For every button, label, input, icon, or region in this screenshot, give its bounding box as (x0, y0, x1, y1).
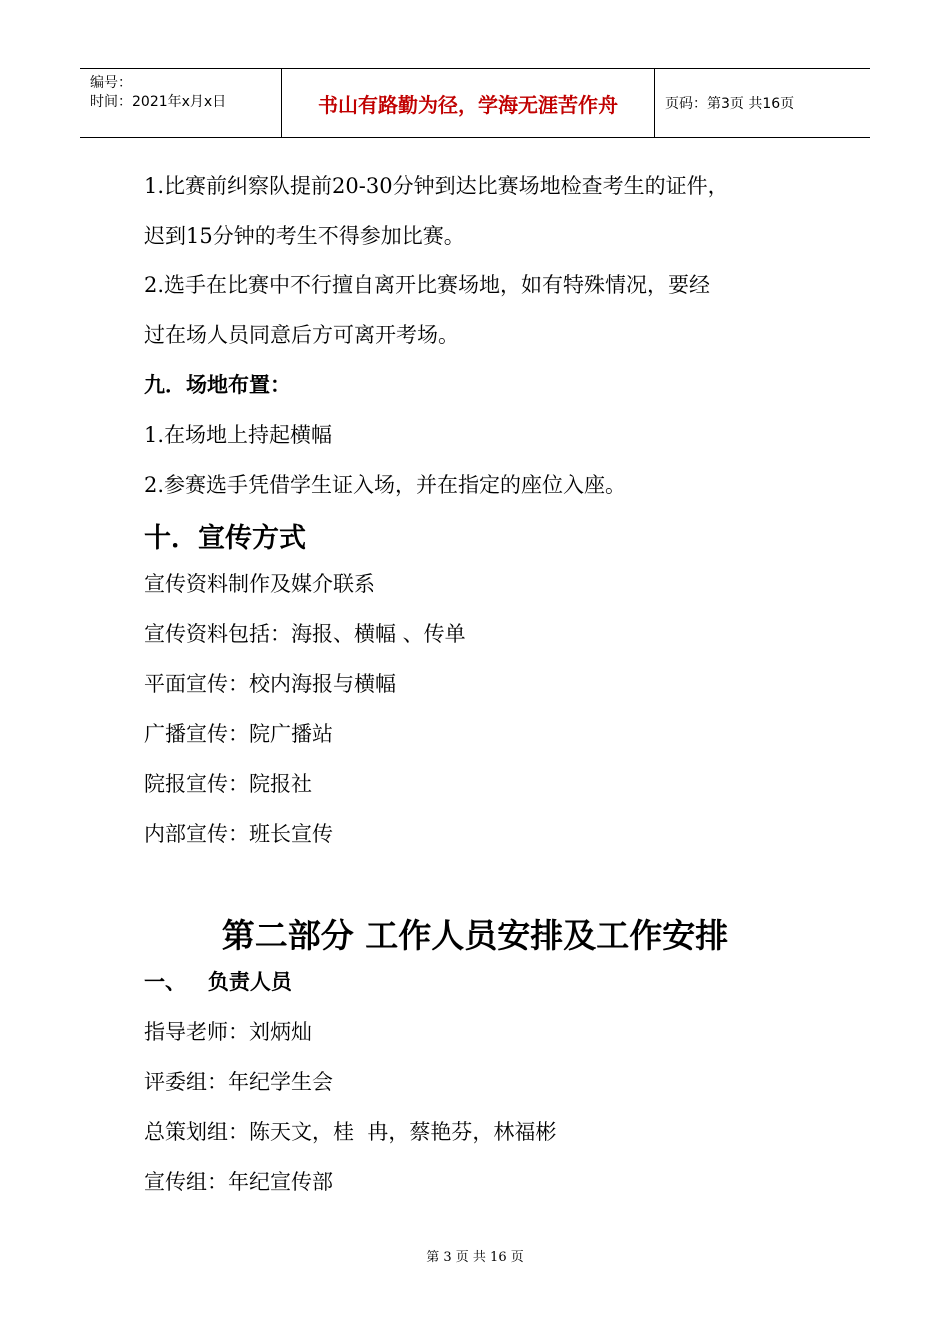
subsection-heading-one: 一、 负责人员 (144, 969, 292, 994)
header-motto-cell (282, 69, 655, 137)
paragraph-line: 评委组：年纪学生会 (144, 1070, 333, 1094)
paragraph-line: 1.在场地上持起横幅 (144, 423, 333, 447)
paragraph-line: 宣传资料制作及媒介联系 (144, 572, 375, 596)
paragraph-line: 宣传资料包括：海报、横幅 、传单 (144, 622, 466, 646)
header-page-cell (655, 69, 870, 137)
paragraph-line: 指导老师：刘炳灿 (144, 1020, 312, 1044)
paragraph-line: 2.选手在比赛中不行擅自离开比赛场地，如有特殊情况，要经 (144, 273, 711, 297)
paragraph-line: 宣传组：年纪宣传部 (144, 1170, 333, 1194)
page-footer: 第 3 页 共 16 页 (426, 1250, 524, 1265)
paragraph-line: 1.比赛前纠察队提前20-30分钟到达比赛场地检查考生的证件， (144, 174, 729, 198)
paragraph-line: 内部宣传：班长宣传 (144, 822, 333, 846)
header-motto: 书山有路勤为径，学海无涯苦作舟 (318, 92, 618, 117)
header-page-info: 页码：第3页 共16页 (665, 96, 795, 112)
paragraph-line: 总策划组：陈天文，桂 冉，蔡艳芬，林福彬 (144, 1120, 557, 1144)
section-heading-9: 九．场地布置： (144, 372, 291, 397)
paragraph-line: 迟到15分钟的考生不得参加比赛。 (144, 224, 465, 248)
paragraph-line: 院报宣传：院报社 (144, 772, 312, 796)
header-meta-cell (80, 69, 282, 137)
header-time: 时间：2021年x月x日 (90, 94, 227, 110)
header-number: 编号： (90, 75, 132, 91)
paragraph-line: 平面宣传：校内海报与横幅 (144, 672, 396, 696)
paragraph-line: 过在场人员同意后方可离开考场。 (144, 323, 459, 347)
document-header (80, 68, 870, 138)
paragraph-line: 广播宣传：院广播站 (144, 722, 333, 746)
section-heading-10: 十．宣传方式 (144, 523, 306, 554)
paragraph-line: 2.参赛选手凭借学生证入场，并在指定的座位入座。 (144, 473, 627, 497)
part-title: 第二部分 工作人员安排及工作安排 (221, 916, 729, 955)
